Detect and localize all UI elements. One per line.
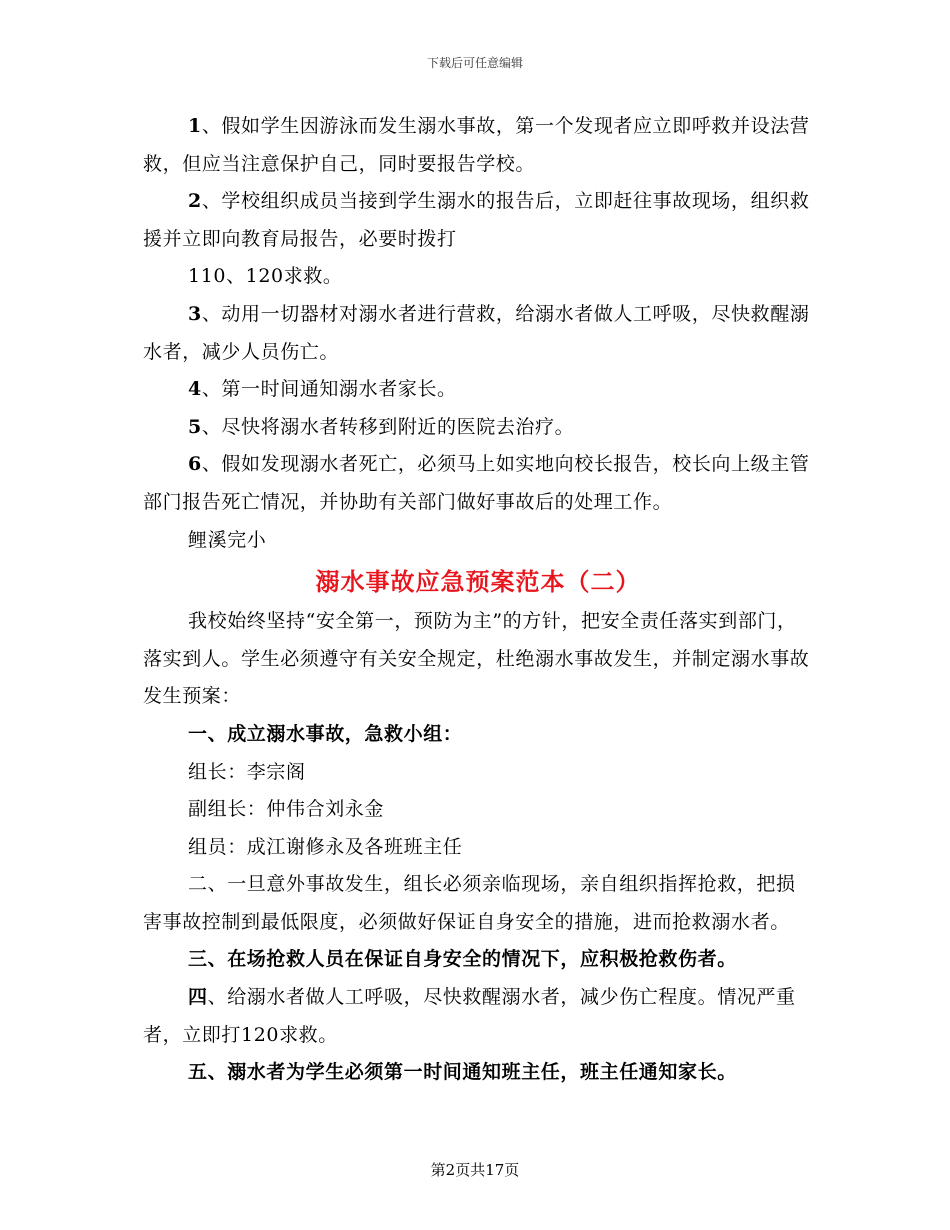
list-item-6 <box>143 446 813 521</box>
page-header: 下载后可任意编辑 <box>426 56 523 70</box>
item-number: 四 <box>188 986 208 1009</box>
item-text: 、给溺水者做人工呼吸，尽快救醒溺水者，减少伤亡程度。情况严重者，立即打120求救。 <box>143 986 796 1046</box>
heading-1: 一、成立溺水事故，急救小组： <box>188 722 463 745</box>
item-3-paragraph: 三、在场抢救人员在保证自身安全的情况下，应积极抢救伤者。 <box>188 948 737 971</box>
list-item-5 <box>143 409 813 447</box>
item-text: 、假如发现溺水者死亡，必须马上如实地向校长报告，校长向上级主管部门报告死亡情况，并协助有关部门做好事故后的处理工作。 <box>143 453 810 513</box>
item-text: 、学校组织成员当接到学生溺水的报告后，立即赶往事故现场，组织救援并立即向教育局报告，必要时拨打 <box>143 190 810 250</box>
list-item-1 <box>143 108 813 183</box>
page-footer: 第2页共17页 <box>430 1161 520 1179</box>
signature: 鲤溪完小 <box>188 528 267 551</box>
item-text: 、尽快将溺水者转移到附近的医院去治疗。 <box>201 415 575 438</box>
item-number: 4 <box>188 378 202 401</box>
section-title: 溺水事故应急预案范本（二） <box>315 567 641 597</box>
item-2-paragraph: 二、一旦意外事故发生，组长必须亲临现场，亲自组织指挥抢救，把损害事故控制到最低限度，必须做好保证自身安全的措施，进而抢救溺水者。 <box>143 873 796 933</box>
group-vice-leader: 副组长：仲伟合刘永金 <box>188 798 385 821</box>
item-number: 6 <box>188 453 202 476</box>
item-text: 、第一时间通知溺水者家长。 <box>201 378 457 401</box>
document-body <box>143 108 813 1092</box>
list-item-4 <box>143 371 813 409</box>
item-text: 、假如学生因游泳而发生溺水事故，第一个发现者应立即呼救并设法营救，但应当注意保护自己，同时要报告学校。 <box>143 115 810 175</box>
item-text: 、动用一切器材对溺水者进行营救，给溺水者做人工呼吸，尽快救醒溺水者，减少人员伤亡。 <box>143 302 810 363</box>
item-4-paragraph <box>143 979 813 1054</box>
item-number: 1 <box>188 115 202 137</box>
item-number: 3 <box>188 302 202 325</box>
intro-paragraph: 我校始终坚持“安全第一，预防为主”的方针，把安全责任落实到部门，落实到人。学生必须遵守有关安全规定，杜绝溺水事故发生，并制定溺水事故发生预案： <box>143 610 810 708</box>
group-members: 组员：成江谢修永及各班班主任 <box>188 835 463 858</box>
group-leader: 组长：李宗阁 <box>188 760 306 783</box>
item-5-paragraph: 五、溺水者为学生必须第一时间通知班主任，班主任通知家长。 <box>188 1061 737 1084</box>
list-item-2 <box>143 183 813 258</box>
item-text: 110、120求救。 <box>188 265 343 288</box>
list-item-3 <box>143 296 813 371</box>
list-item-2-continued <box>143 258 813 296</box>
item-number: 5 <box>188 415 202 438</box>
item-number: 2 <box>188 190 202 213</box>
